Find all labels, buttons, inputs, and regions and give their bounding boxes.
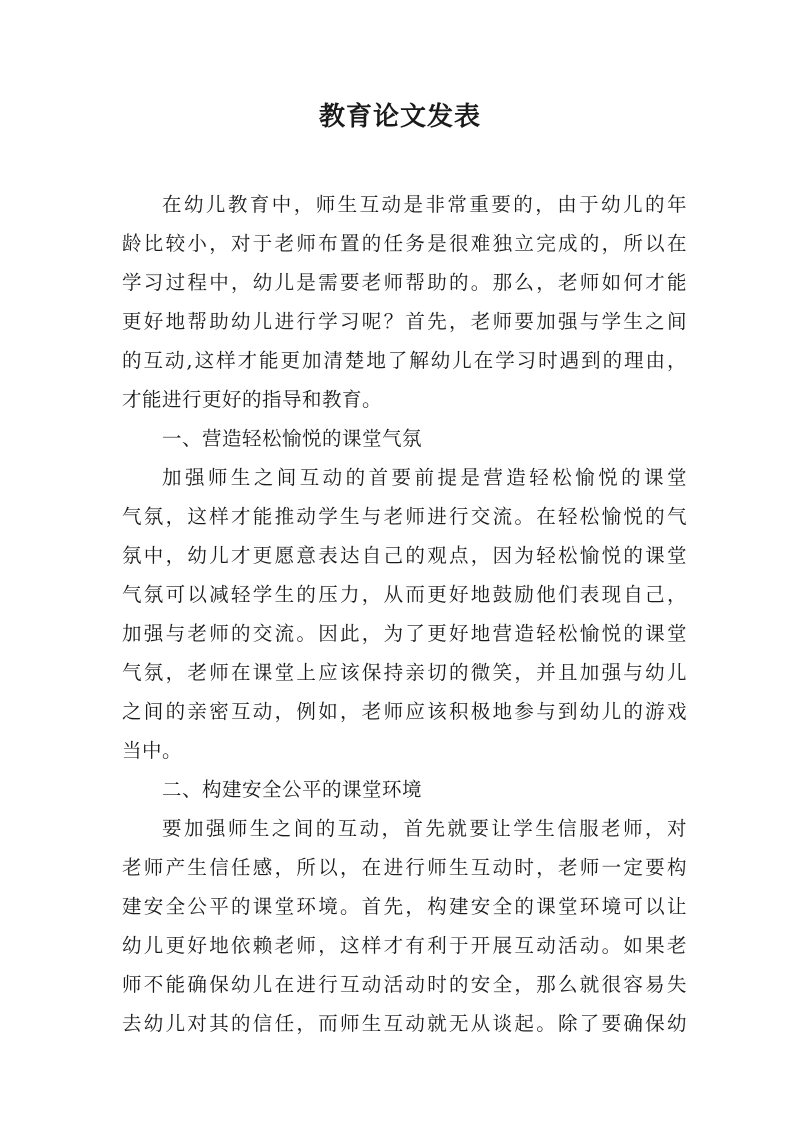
paragraph-1-line: 才能进行更好的指导和教育。 — [122, 388, 383, 411]
section-heading-2: 二、构建安全公平的课堂环境 — [162, 778, 423, 801]
paragraph-2-line: 气氛，老师在课堂上应该保持亲切的微笑，并且加强与幼儿 — [122, 661, 687, 684]
paragraph-1-line: 更好地帮助幼儿进行学习呢？首先，老师要加强与学生之间 — [122, 310, 687, 333]
paragraph-3-line: 要加强师生之间的互动，首先就要让学生信服老师，对 — [162, 817, 687, 840]
section-heading-1: 一、营造轻松愉悦的课堂气氛 — [162, 427, 423, 450]
paragraph-2-line: 之间的亲密互动，例如，老师应该积极地参与到幼儿的游戏 — [122, 700, 687, 723]
paragraph-2-line: 加强师生之间互动的首要前提是营造轻松愉悦的课堂 — [162, 466, 687, 489]
paragraph-1-line: 在幼儿教育中，师生互动是非常重要的，由于幼儿的年 — [162, 193, 687, 216]
paragraph-1-line: 龄比较小，对于老师布置的任务是很难独立完成的，所以在 — [122, 232, 687, 255]
paragraph-3-line: 去幼儿对其的信任，而师生互动就无从谈起。除了要确保幼 — [122, 1012, 687, 1035]
paragraph-2-line: 加强与老师的交流。因此，为了更好地营造轻松愉悦的课堂 — [122, 622, 687, 645]
paragraph-2-line: 气氛可以减轻学生的压力，从而更好地鼓励他们表现自己， — [122, 583, 687, 606]
paragraph-1-line: 学习过程中，幼儿是需要老师帮助的。那么，老师如何才能 — [122, 271, 687, 294]
paragraph-3-line: 师不能确保幼儿在进行互动活动时的安全，那么就很容易失 — [122, 973, 687, 996]
paragraph-2-line: 当中。 — [122, 739, 183, 762]
paragraph-2-line: 气氛，这样才能推动学生与老师进行交流。在轻松愉悦的气 — [122, 505, 687, 528]
paragraph-3-line: 幼儿更好地依赖老师，这样才有利于开展互动活动。如果老 — [122, 934, 687, 957]
paragraph-2-line: 氛中，幼儿才更愿意表达自己的观点，因为轻松愉悦的课堂 — [122, 544, 687, 567]
paragraph-3-line: 建安全公平的课堂环境。首先，构建安全的课堂环境可以让 — [122, 895, 687, 918]
document-title: 教育论文发表 — [318, 102, 481, 132]
paragraph-1-line: 的互动,这样才能更加清楚地了解幼儿在学习时遇到的理由， — [122, 349, 687, 372]
paragraph-3-line: 老师产生信任感，所以，在进行师生互动时，老师一定要构 — [122, 856, 687, 879]
